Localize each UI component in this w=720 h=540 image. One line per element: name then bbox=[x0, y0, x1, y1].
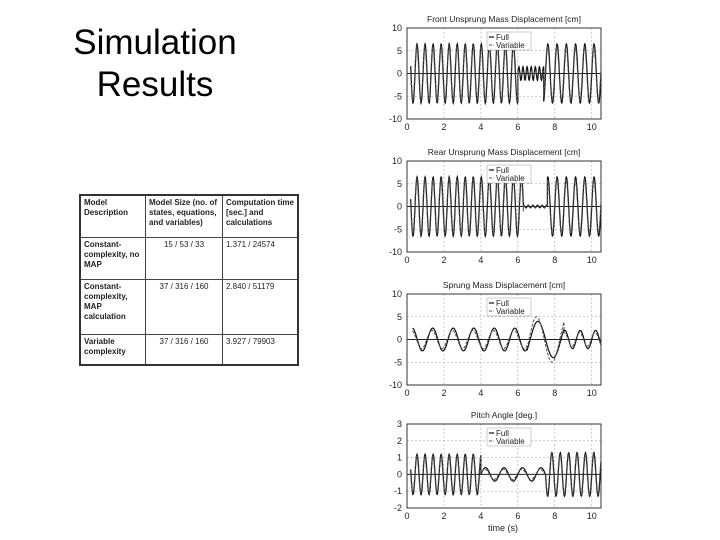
x-tick-label: 4 bbox=[478, 388, 484, 398]
chart-title: Rear Unsprung Mass Displacement [cm] bbox=[427, 147, 581, 157]
chart-front-unsprung bbox=[365, 10, 610, 135]
y-tick-label: 10 bbox=[391, 289, 402, 299]
table-header: Model Size (no. of states, equations, and variables) bbox=[146, 195, 223, 238]
table-header: Model Description bbox=[80, 195, 146, 238]
y-tick-label: 5 bbox=[396, 178, 402, 189]
x-tick-label: 6 bbox=[515, 511, 521, 521]
legend-entry: Variable bbox=[496, 174, 525, 183]
y-tick-label: 0 bbox=[396, 334, 402, 345]
x-tick-label: 0 bbox=[404, 122, 410, 132]
x-tick-label: 8 bbox=[552, 388, 558, 398]
x-tick-label: 0 bbox=[404, 511, 410, 521]
x-tick-label: 10 bbox=[586, 511, 597, 521]
table-cell-time: 2.840 / 51179 bbox=[223, 280, 299, 334]
table-row bbox=[80, 280, 298, 334]
y-tick-label: 2 bbox=[396, 435, 402, 446]
slide-title-line1: Simulation bbox=[73, 23, 237, 62]
chart-title: Sprung Mass Displacement [cm] bbox=[442, 280, 566, 290]
x-tick-label: 4 bbox=[478, 511, 484, 521]
x-tick-label: 0 bbox=[404, 255, 410, 265]
y-tick-label: 5 bbox=[396, 45, 402, 56]
y-tick-label: -10 bbox=[388, 114, 402, 124]
table-cell-size: 15 / 53 / 33 bbox=[146, 238, 223, 280]
y-tick-label: 10 bbox=[391, 23, 402, 33]
y-tick-label: -5 bbox=[393, 91, 402, 102]
x-tick-label: 2 bbox=[441, 511, 447, 521]
chart-title: Pitch Angle [deg.] bbox=[470, 410, 538, 420]
x-tick-label: 10 bbox=[586, 122, 597, 132]
y-tick-label: -10 bbox=[388, 247, 402, 257]
y-tick-label: 0 bbox=[396, 68, 402, 79]
legend-entry: Full bbox=[496, 429, 509, 438]
table-cell-description: Constant-complexity, no MAP bbox=[80, 238, 146, 280]
x-tick-label: 10 bbox=[586, 388, 597, 398]
x-tick-label: 4 bbox=[478, 122, 484, 132]
slide-title bbox=[40, 22, 270, 106]
x-tick-label: 2 bbox=[441, 388, 447, 398]
y-tick-label: -5 bbox=[393, 224, 402, 235]
x-tick-label: 2 bbox=[441, 122, 447, 132]
y-tick-label: -10 bbox=[388, 380, 402, 390]
y-tick-label: 1 bbox=[396, 452, 402, 463]
chart-sprung-mass bbox=[365, 276, 610, 401]
x-tick-label: 4 bbox=[478, 255, 484, 265]
y-tick-label: -5 bbox=[393, 357, 402, 368]
table-cell-description: Variable complexity bbox=[80, 334, 146, 365]
y-tick-label: 0 bbox=[396, 201, 402, 212]
x-tick-label: 0 bbox=[404, 388, 410, 398]
legend-entry: Variable bbox=[496, 41, 525, 50]
x-tick-label: 8 bbox=[552, 511, 558, 521]
table-cell-size: 37 / 316 / 160 bbox=[146, 334, 223, 365]
legend-entry: Full bbox=[496, 299, 509, 308]
table-row bbox=[80, 334, 298, 365]
y-tick-label: 5 bbox=[396, 311, 402, 322]
y-tick-label: 10 bbox=[391, 156, 402, 166]
chart-pitch-angle bbox=[365, 406, 610, 524]
table-cell-description: Constant-complexity, MAP calculation bbox=[80, 280, 146, 334]
y-tick-label: 3 bbox=[396, 419, 402, 429]
y-tick-label: -2 bbox=[393, 503, 402, 513]
chart-title: Front Unsprung Mass Displacement [cm] bbox=[427, 14, 581, 24]
legend-entry: Variable bbox=[496, 437, 525, 446]
x-tick-label: 6 bbox=[515, 255, 521, 265]
table-header-row bbox=[80, 195, 298, 238]
chart-rear-unsprung bbox=[365, 143, 610, 268]
table-cell-size: 37 / 316 / 160 bbox=[146, 280, 223, 334]
legend-entry: Variable bbox=[496, 307, 525, 316]
table-cell-time: 3.927 / 79903 bbox=[223, 334, 299, 365]
table-header: Computation time [sec.] and calculations bbox=[223, 195, 299, 238]
slide-title-line2: Results bbox=[96, 65, 214, 104]
x-axis-label: time (s) bbox=[488, 523, 518, 533]
legend-entry: Full bbox=[496, 33, 509, 42]
y-tick-label: -1 bbox=[393, 486, 402, 497]
x-tick-label: 8 bbox=[552, 122, 558, 132]
x-tick-label: 10 bbox=[586, 255, 597, 265]
legend-entry: Full bbox=[496, 166, 509, 175]
x-tick-label: 6 bbox=[515, 122, 521, 132]
results-table bbox=[79, 194, 299, 366]
table-row bbox=[80, 238, 298, 280]
x-tick-label: 2 bbox=[441, 255, 447, 265]
x-tick-label: 6 bbox=[515, 388, 521, 398]
x-tick-label: 8 bbox=[552, 255, 558, 265]
y-tick-label: 0 bbox=[396, 469, 402, 480]
table-cell-time: 1.371 / 24574 bbox=[223, 238, 299, 280]
